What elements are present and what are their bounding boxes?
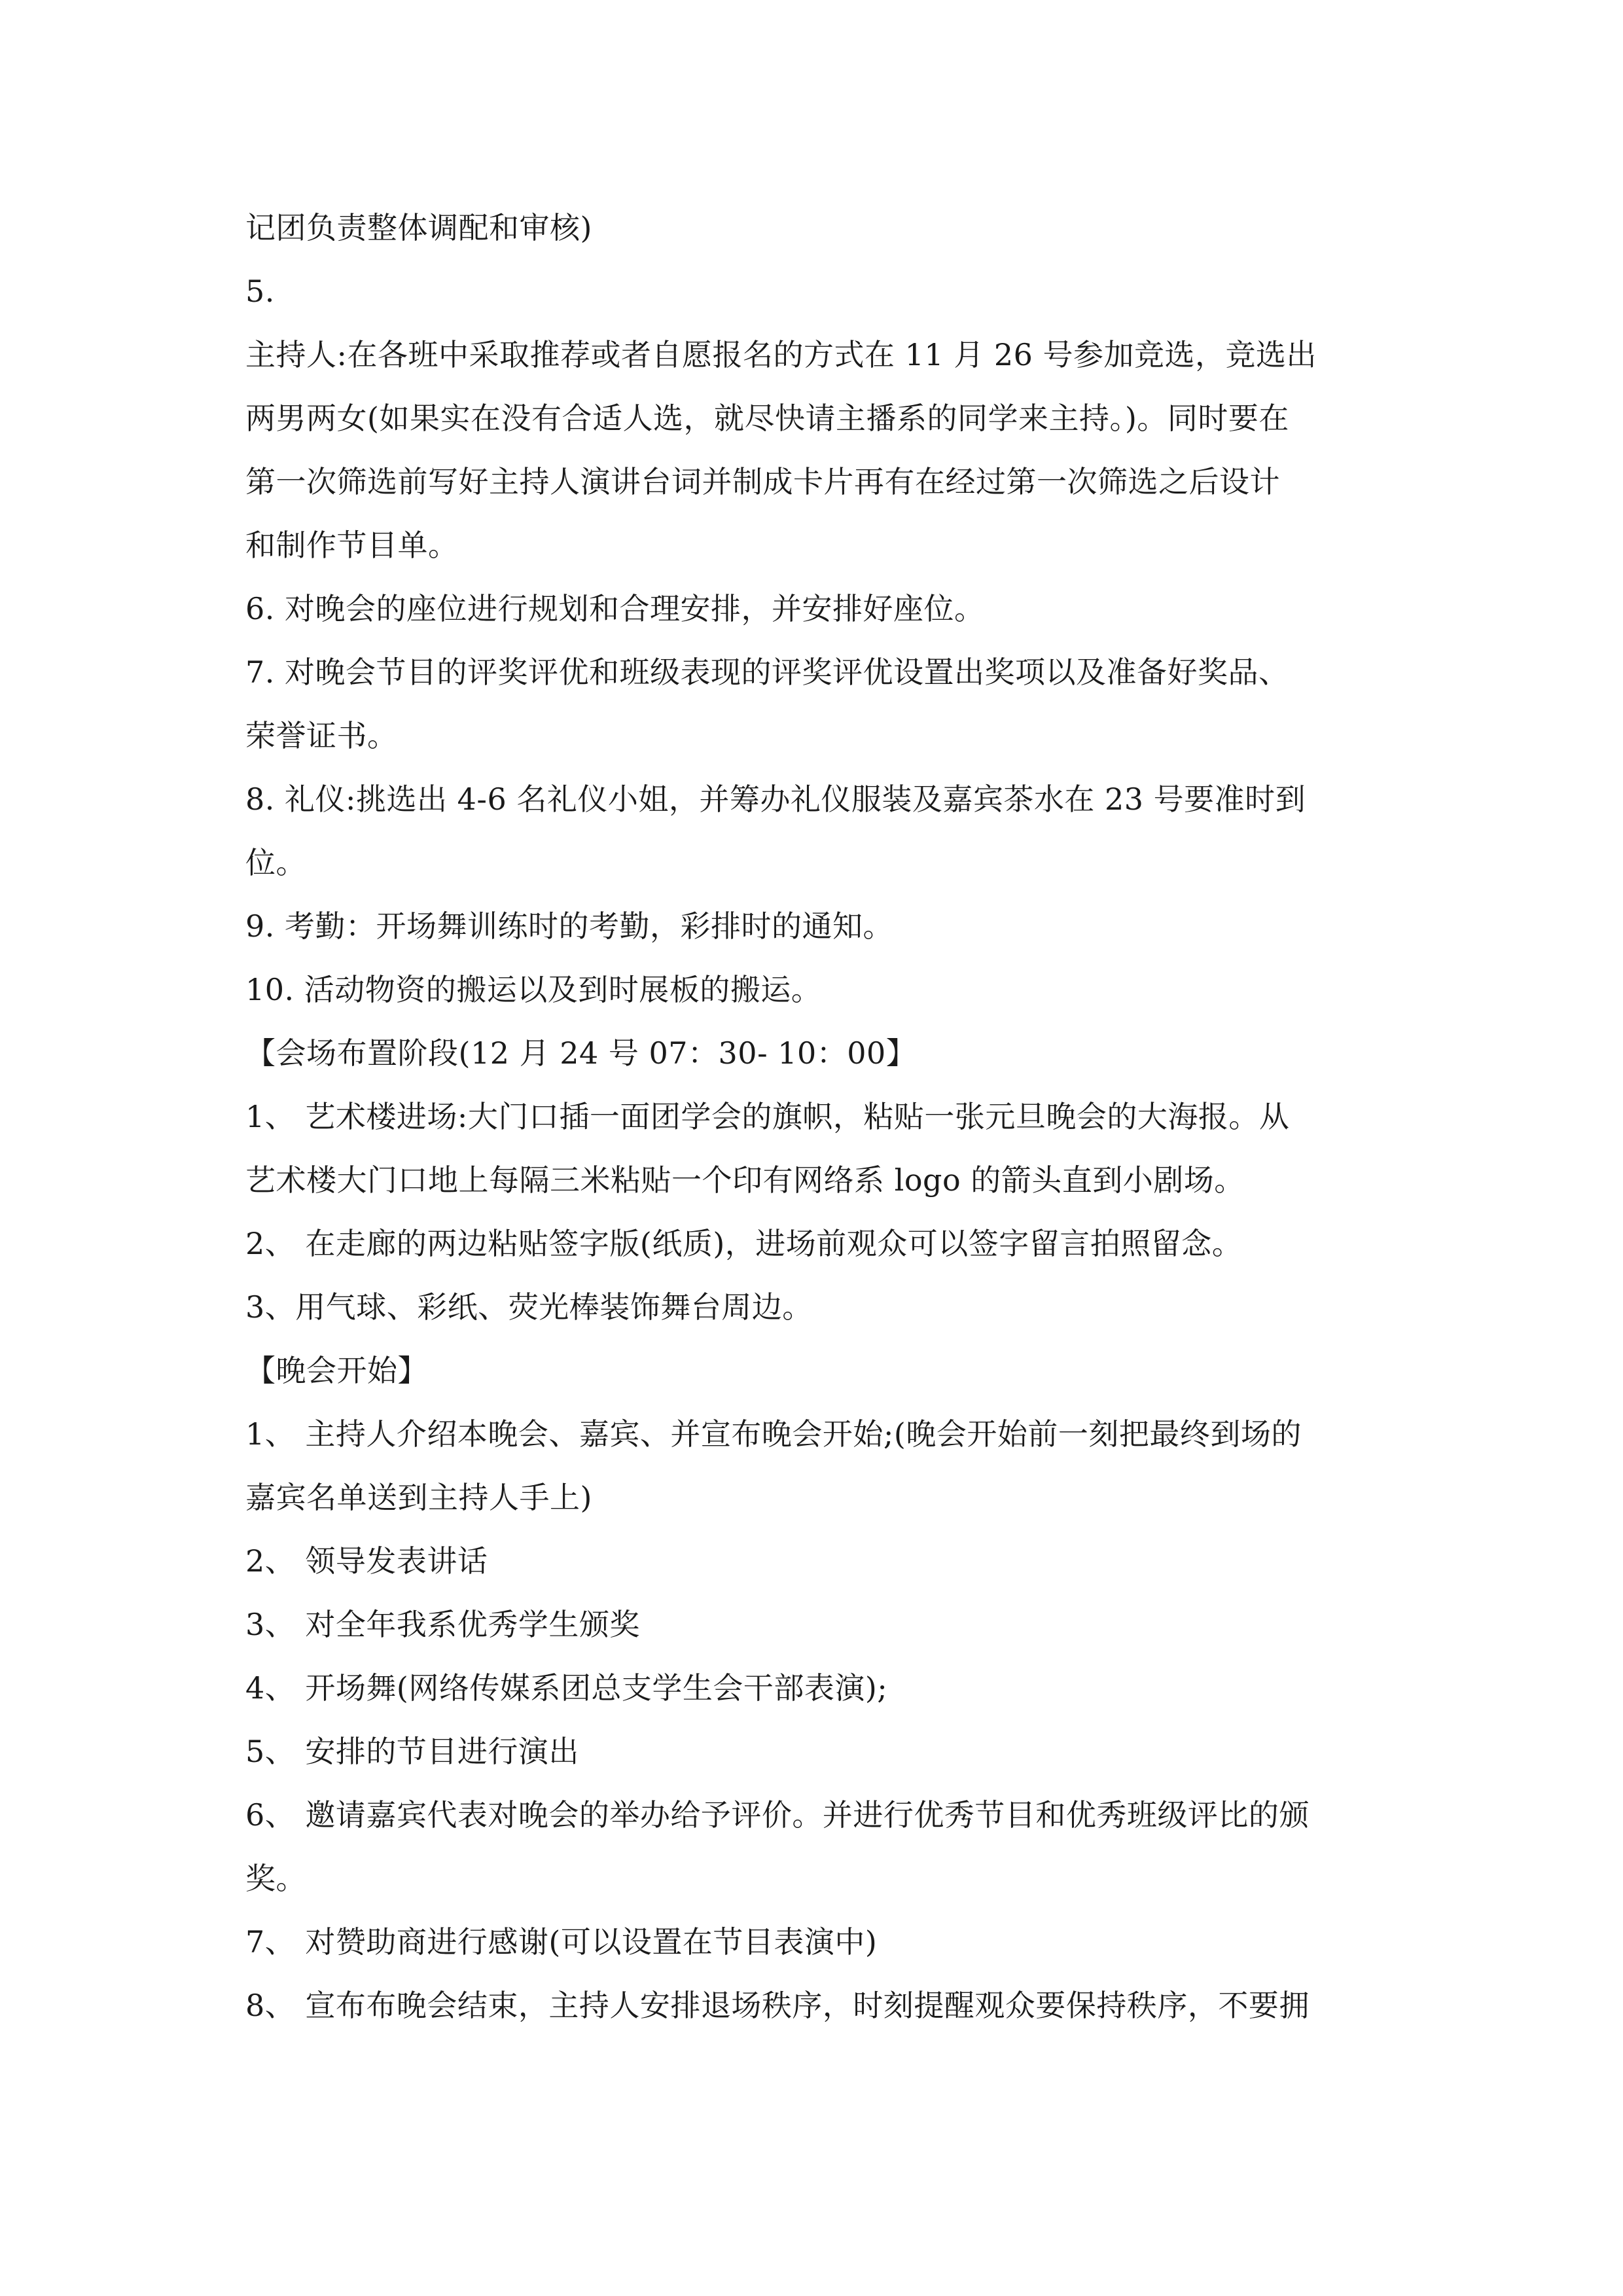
text-line: 7. 对晚会节目的评奖评优和班级表现的评奖评优设置出奖项以及准备好奖品、 bbox=[245, 655, 1289, 690]
text-line: 8. 礼仪:挑选出 4-6 名礼仪小姐，并筹办礼仪服装及嘉宾茶水在 23 号要准时到 bbox=[245, 781, 1306, 817]
text-line: 6、 邀请嘉宾代表对晚会的举办给予评价。并进行优秀节目和优秀班级评比的颁 bbox=[245, 1797, 1310, 1833]
text-line: 8、 宣布布晚会结束，主持人安排退场秩序，时刻提醒观众要保持秩序，不要拥 bbox=[245, 1988, 1310, 2023]
text-line: 5. bbox=[245, 274, 275, 309]
section-heading: 【晚会开始】 bbox=[245, 1353, 428, 1388]
text-line: 7、 对赞助商进行感谢(可以设置在节目表演中) bbox=[245, 1924, 878, 1960]
document-body bbox=[245, 196, 1384, 2037]
text-line: 2、 领导发表讲话 bbox=[245, 1543, 488, 1579]
section-heading: 【会场布置阶段(12 月 24 号 07：30- 10：00】 bbox=[245, 1035, 917, 1071]
text-line: 嘉宾名单送到主持人手上) bbox=[245, 1480, 592, 1515]
text-line: 两男两女(如果实在没有合适人选，就尽快请主播系的同学来主持。)。同时要在 bbox=[245, 401, 1289, 436]
text-line: 10. 活动物资的搬运以及到时展板的搬运。 bbox=[245, 972, 822, 1007]
text-line: 4、 开场舞(网络传媒系团总支学生会干部表演); bbox=[245, 1670, 888, 1706]
text-line: 5、 安排的节目进行演出 bbox=[245, 1734, 579, 1769]
text-line: 2、 在走廊的两边粘贴签字版(纸质)，进场前观众可以签字留言拍照留念。 bbox=[245, 1226, 1243, 1261]
text-line: 奖。 bbox=[245, 1861, 306, 1896]
text-line: 艺术楼大门口地上每隔三米粘贴一个印有网络系 logo 的箭头直到小剧场。 bbox=[245, 1162, 1245, 1198]
text-line: 9. 考勤：开场舞训练时的考勤，彩排时的通知。 bbox=[245, 908, 894, 944]
text-line: 记团负责整体调配和审核) bbox=[245, 210, 592, 245]
text-line: 1、 主持人介绍本晚会、嘉宾、并宣布晚会开始;(晚会开始前一刻把最终到场的 bbox=[245, 1416, 1302, 1452]
text-line: 和制作节目单。 bbox=[245, 528, 459, 563]
text-line: 1、 艺术楼进场:大门口插一面团学会的旗帜，粘贴一张元旦晚会的大海报。从 bbox=[245, 1099, 1290, 1134]
text-line: 3、 对全年我系优秀学生颁奖 bbox=[245, 1607, 640, 1642]
text-line: 主持人:在各班中采取推荐或者自愿报名的方式在 11 月 26 号参加竞选，竞选出 bbox=[245, 337, 1317, 372]
text-line: 位。 bbox=[245, 845, 306, 880]
text-line: 3、用气球、彩纸、荧光棒装饰舞台周边。 bbox=[245, 1289, 813, 1325]
text-line: 第一次筛选前写好主持人演讲台词并制成卡片再有在经过第一次筛选之后设计 bbox=[245, 464, 1280, 499]
text-line: 6. 对晚会的座位进行规划和合理安排，并安排好座位。 bbox=[245, 591, 985, 626]
text-line: 荣誉证书。 bbox=[245, 718, 398, 753]
